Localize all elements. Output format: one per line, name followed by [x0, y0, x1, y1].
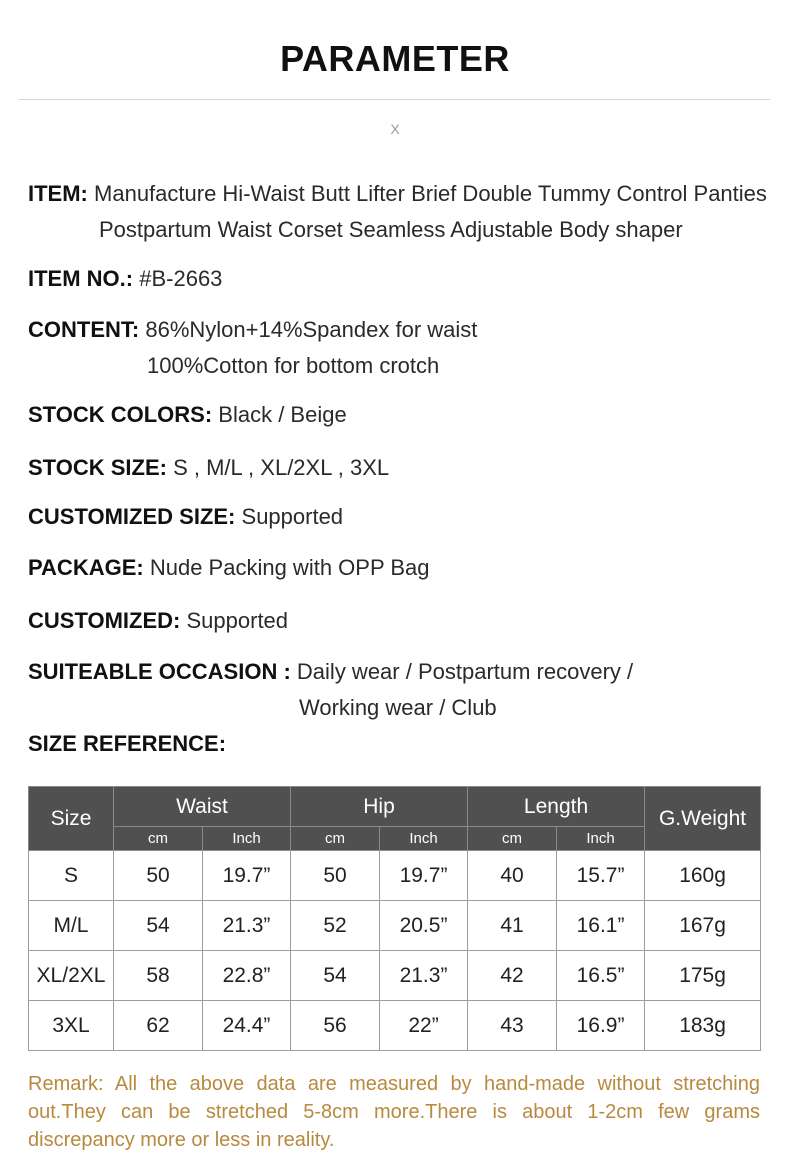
weight-column-header: G.Weight	[645, 787, 761, 851]
unit-header: cm	[291, 827, 380, 851]
unit-header: cm	[468, 827, 557, 851]
table-row	[29, 951, 761, 1001]
spec-stock-size-key: STOCK SIZE:	[28, 455, 167, 480]
spec-customized-size-key: CUSTOMIZED SIZE:	[28, 504, 236, 529]
table-cell: 22.8”	[203, 951, 291, 1001]
table-cell: 42	[468, 951, 557, 1001]
table-row	[29, 1001, 761, 1051]
spec-package	[28, 550, 429, 586]
spec-content-key: CONTENT:	[28, 317, 140, 342]
spec-occasion-line2: Working wear / Club	[299, 695, 497, 720]
table-cell: S	[29, 851, 114, 901]
table-row	[29, 851, 761, 901]
table-cell: 20.5”	[380, 901, 468, 951]
table-cell: 21.3”	[380, 951, 468, 1001]
unit-header: Inch	[203, 827, 291, 851]
table-cell: XL/2XL	[29, 951, 114, 1001]
spec-item-line2: Postpartum Waist Corset Seamless Adjustable Body shaper	[99, 217, 683, 242]
table-cell: 52	[291, 901, 380, 951]
table-cell: 40	[468, 851, 557, 901]
spec-content-line2: 100%Cotton for bottom crotch	[147, 353, 440, 378]
table-cell: 56	[291, 1001, 380, 1051]
table-cell: 160g	[645, 851, 761, 901]
spec-customized-key: CUSTOMIZED:	[28, 608, 181, 633]
table-cell: 183g	[645, 1001, 761, 1051]
spec-stock-colors-key: STOCK COLORS:	[28, 402, 213, 427]
table-row	[29, 901, 761, 951]
table-cell: 58	[114, 951, 203, 1001]
page-title: PARAMETER	[280, 38, 510, 79]
spec-package-value: Nude Packing with OPP Bag	[149, 555, 430, 580]
table-cell: 175g	[645, 951, 761, 1001]
spec-item-no	[28, 261, 222, 297]
title-divider	[19, 99, 770, 100]
spec-occasion	[28, 654, 633, 690]
table-cell: 24.4”	[203, 1001, 291, 1051]
spec-occasion-key: SUITEABLE OCCASION :	[28, 659, 291, 684]
unit-header: Inch	[557, 827, 645, 851]
table-cell: 50	[114, 851, 203, 901]
spec-content	[28, 312, 477, 348]
table-cell: M/L	[29, 901, 114, 951]
waist-group-header: Waist	[114, 787, 291, 827]
table-cell: 167g	[645, 901, 761, 951]
table-cell: 19.7”	[203, 851, 291, 901]
table-cell: 16.5”	[557, 951, 645, 1001]
table-cell: 19.7”	[380, 851, 468, 901]
table-cell: 41	[468, 901, 557, 951]
spec-stock-size	[28, 450, 389, 486]
table-cell: 22”	[380, 1001, 468, 1051]
spec-item	[28, 176, 767, 212]
spec-customized-size	[28, 499, 343, 535]
spec-customized-size-value: Supported	[241, 504, 344, 529]
size-column-header: Size	[29, 787, 114, 851]
spec-size-reference-key: SIZE REFERENCE:	[28, 731, 227, 756]
spec-customized	[28, 603, 288, 639]
table-cell: 3XL	[29, 1001, 114, 1051]
table-cell: 54	[114, 901, 203, 951]
table-cell: 21.3”	[203, 901, 291, 951]
table-cell: 62	[114, 1001, 203, 1051]
spec-size-reference	[28, 726, 226, 762]
spec-occasion-line1: Daily wear / Postpartum recovery /	[296, 659, 634, 684]
table-cell: 16.1”	[557, 901, 645, 951]
table-cell: 16.9”	[557, 1001, 645, 1051]
spec-item-no-key: ITEM NO.:	[28, 266, 134, 291]
hip-group-header: Hip	[291, 787, 468, 827]
length-group-header: Length	[468, 787, 645, 827]
unit-header: Inch	[380, 827, 468, 851]
spec-content-line1: 86%Nylon+14%Spandex for waist	[145, 317, 478, 342]
spec-item-no-value: #B-2663	[139, 266, 223, 291]
remark-note: Remark: All the above data are measured by hand-made without stretching out.They can be stretched 5-8cm more.There is about 1-2cm few grams discrepancy more or less in reality.	[28, 1073, 760, 1151]
spec-stock-colors	[28, 397, 347, 433]
spec-item-key: ITEM:	[28, 181, 88, 206]
spec-package-key: PACKAGE:	[28, 555, 144, 580]
spec-item-line1: Manufacture Hi-Waist Butt Lifter Brief Double Tummy Control Panties	[94, 181, 767, 206]
table-cell: 50	[291, 851, 380, 901]
spec-stock-colors-value: Black / Beige	[218, 402, 347, 427]
spec-customized-value: Supported	[186, 608, 289, 633]
table-cell: 43	[468, 1001, 557, 1051]
table-cell: 54	[291, 951, 380, 1001]
spec-stock-size-value: S , M/L , XL/2XL , 3XL	[173, 455, 390, 480]
close-icon: X	[390, 121, 400, 137]
unit-header: cm	[114, 827, 203, 851]
size-reference-table	[28, 786, 761, 1051]
table-cell: 15.7”	[557, 851, 645, 901]
